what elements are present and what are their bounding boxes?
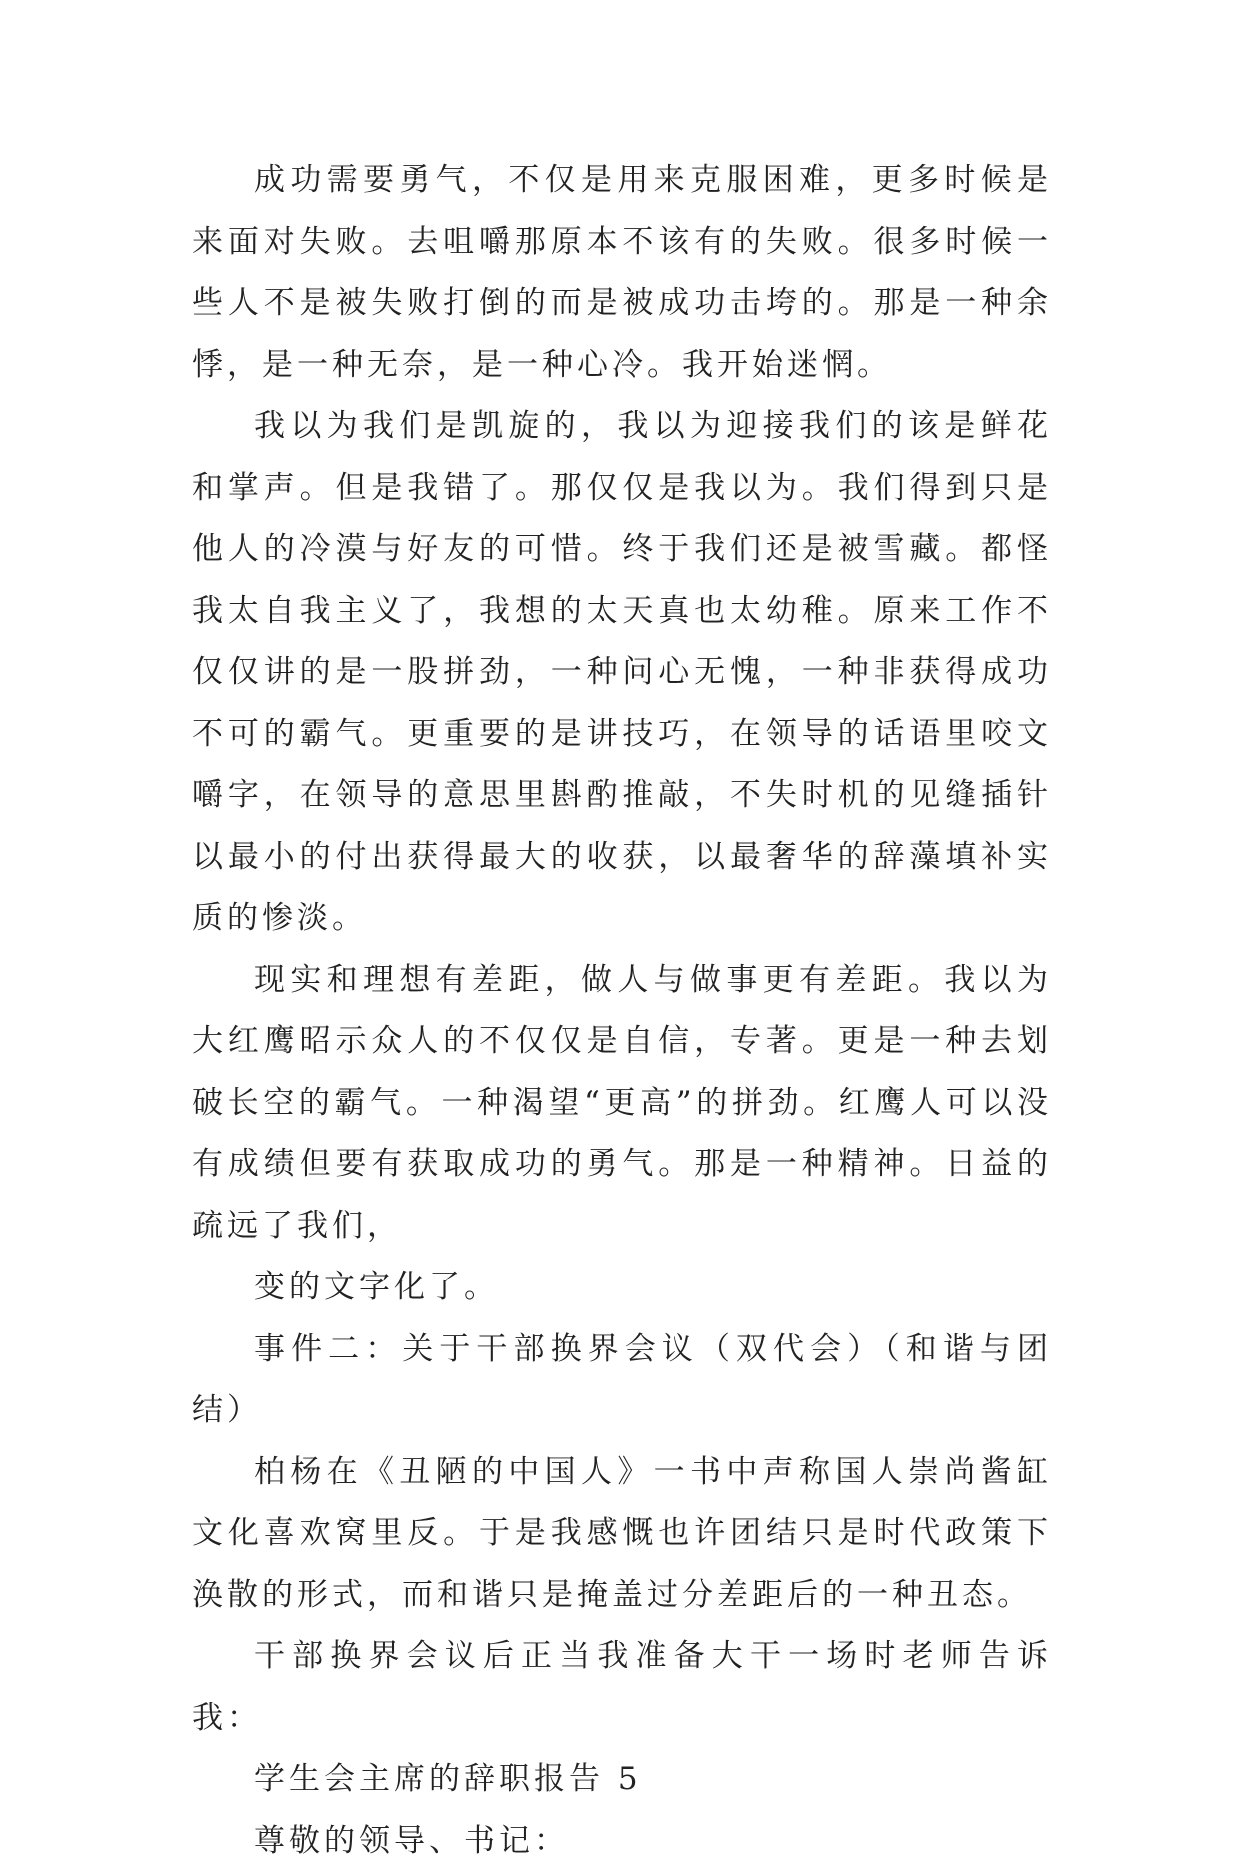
salutation: 尊敬的领导、书记： bbox=[192, 1811, 1052, 1872]
report-title: 学生会主席的辞职报告 5 bbox=[192, 1749, 1052, 1811]
paragraph-courage: 成功需要勇气，不仅是用来克服困难，更多时候是来面对失败。去咀嚼那原本不该有的失败。很多时候一些人不是被失败打倒的而是被成功击垮的。那是一种余悸，是一种无奈，是一种心冷。我开始迷惘。 bbox=[192, 150, 1052, 396]
paragraph-triumph: 我以为我们是凯旋的，我以为迎接我们的该是鲜花和掌声。但是我错了。那仅仅是我以为。我们得到只是他人的冷漠与好友的可惜。终于我们还是被雪藏。都怪我太自我主义了，我想的太天真也太幼稚。原来工作不仅仅讲的是一股拼劲，一种问心无愧，一种非获得成功不可的霸气。更重要的是讲技巧，在领导的话语里咬文嚼字，在领导的意思里斟酌推敲，不失时机的见缝插针以最小的付出获得最大的收获，以最奢华的辞藻填补实质的惨淡。 bbox=[192, 396, 1052, 950]
paragraph-text-fragment: 变的文字化了。 bbox=[192, 1257, 1052, 1319]
document-body bbox=[192, 150, 1052, 1872]
paragraph-teacher: 干部换界会议后正当我准备大干一场时老师告诉我： bbox=[192, 1626, 1052, 1749]
paragraph-reality: 现实和理想有差距，做人与做事更有差距。我以为大红鹰昭示众人的不仅仅是自信，专著。更是一种去划破长空的霸气。一种渴望“更高”的拼劲。红鹰人可以没有成绩但要有获取成功的勇气。那是一种精神。日益的疏远了我们， bbox=[192, 950, 1052, 1258]
paragraph-boyang: 柏杨在《丑陋的中国人》一书中声称国人崇尚酱缸文化喜欢窝里反。于是我感慨也许团结只是时代政策下涣散的形式，而和谐只是掩盖过分差距后的一种丑态。 bbox=[192, 1442, 1052, 1627]
section-heading-event-two: 事件二：关于干部换界会议（双代会）（和谐与团结） bbox=[192, 1319, 1052, 1442]
